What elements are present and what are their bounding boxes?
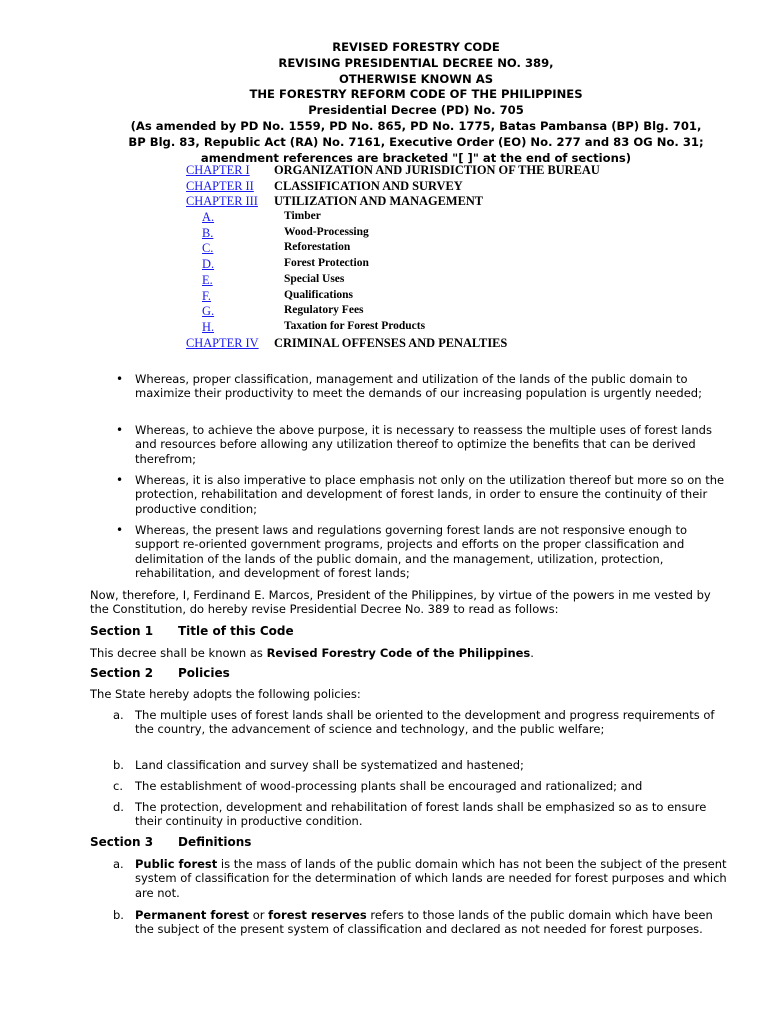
subsection-b-link[interactable]: B. <box>202 225 214 240</box>
header-line: REVISING PRESIDENTIAL DECREE NO. 389, <box>278 55 554 70</box>
chapter-iv-link[interactable]: CHAPTER IV <box>186 335 259 350</box>
item-text: The protection, development and rehabilitation of forest lands shall be emphasized so as to ensure their continuity in productive condition. <box>135 800 707 829</box>
definition-text: is the mass of lands of the public domain which has not been the subject of the present system of classification for the determination of which lands are needed for forest purposes and which are not. <box>135 857 727 900</box>
whereas-text: Whereas, it is also imperative to place emphasis not only on the utilization thereof but more so on the protection, rehabilitation and development of forest lands, in order to ensure the continuity of their productive condition; <box>135 473 725 516</box>
item-label: a. <box>113 708 124 722</box>
header-line: amendment references are bracketed "[ ]" at the end of sections) <box>200 150 632 165</box>
chapter-iii-link[interactable]: CHAPTER III <box>186 194 258 209</box>
section-3-heading <box>90 835 252 849</box>
bullet-icon: • <box>116 372 124 386</box>
subsection-a-link[interactable]: A. <box>202 210 215 225</box>
section-number: Section 2 <box>90 666 154 680</box>
whereas-text: Whereas, proper classification, management and utilization of the lands of the public domain to maximize their productivity to meet the demands of our increasing population is urgently needed; <box>135 372 702 401</box>
toc-subtitle: Reforestation <box>284 241 351 254</box>
toc-title: ORGANIZATION AND JURISDICTION OF THE BUREAU <box>274 163 600 177</box>
subsection-e-link[interactable]: E. <box>202 272 213 287</box>
code-name: Revised Forestry Code of the Philippines <box>266 646 531 660</box>
header-line: OTHERWISE KNOWN AS <box>338 71 494 86</box>
item-text: The multiple uses of forest lands shall be oriented to the development and progress requirements of the country, the advancement of science and technology, and the public welfare; <box>135 708 715 737</box>
subsection-c-link[interactable]: C. <box>202 241 214 256</box>
defined-term: forest reserves <box>268 908 367 922</box>
item-label: c. <box>113 779 123 793</box>
item-text <box>135 857 731 900</box>
toc-title: CLASSIFICATION AND SURVEY <box>274 178 463 193</box>
section-1-text-pre: This decree shall be known as <box>90 646 267 660</box>
item-text: Land classification and survey shall be systematized and hastened; <box>135 758 524 772</box>
whereas-text: Whereas, the present laws and regulations governing forest lands are not responsive enough to support re-oriented government programs, projects and efforts on the proper classification and delimitation of the lands of the public domain, and the management, utilization, protection, rehabilitation, and development of forest lands; <box>135 523 688 581</box>
definition-connector: or <box>249 908 269 922</box>
subsection-g-link[interactable]: G. <box>202 304 215 319</box>
item-label: a. <box>113 857 124 871</box>
section-1-text-post: . <box>530 646 534 660</box>
subsection-f-link[interactable]: F. <box>202 288 211 303</box>
toc-subtitle: Forest Protection <box>284 257 369 270</box>
header-line: BP Blg. 83, Republic Act (RA) No. 7161, Executive Order (EO) No. 277 and 83 OG No. 31; <box>128 134 704 149</box>
whereas-text: Whereas, to achieve the above purpose, it is necessary to reassess the multiple uses of forest lands and resources before allowing any utilization thereof to optimize the benefits that can be derived therefrom; <box>135 423 712 466</box>
header-line: Presidential Decree (PD) No. 705 <box>308 103 524 118</box>
item-label: b. <box>113 758 124 772</box>
section-1-text <box>90 646 730 660</box>
section-title: Title of this Code <box>178 624 294 638</box>
section-1-heading <box>90 624 294 638</box>
toc-subtitle: Regulatory Fees <box>284 304 364 317</box>
toc-subtitle: Timber <box>284 210 321 223</box>
item-text <box>135 908 731 937</box>
toc-subtitle: Taxation for Forest Products <box>284 319 426 332</box>
toc-title: UTILIZATION AND MANAGEMENT <box>274 194 484 209</box>
bullet-icon: • <box>116 523 124 537</box>
header-line: THE FORESTRY REFORM CODE OF THE PHILIPPINES <box>249 87 583 102</box>
header-line: (As amended by PD No. 1559, PD No. 865, PD No. 1775, Batas Pambansa (BP) Blg. 701, <box>130 118 702 133</box>
item-text: The establishment of wood-processing plants shall be encouraged and rationalized; and <box>135 779 643 793</box>
section-2-intro: The State hereby adopts the following policies: <box>90 687 361 701</box>
section-number: Section 1 <box>90 624 154 638</box>
chapter-ii-link[interactable]: CHAPTER II <box>186 178 254 193</box>
definition-text: refers to those lands of the public domain which have been the subject of the present system of classification and declared as not needed for forest purposes. <box>135 908 713 937</box>
defined-term: Permanent forest <box>135 908 250 922</box>
toc-subtitle: Special Uses <box>284 272 345 285</box>
toc-subtitle: Wood-Processing <box>284 225 369 238</box>
subsection-h-link[interactable]: H. <box>202 319 215 334</box>
section-number: Section 3 <box>90 835 154 849</box>
toc-title: CRIMINAL OFFENSES AND PENALTIES <box>274 335 508 350</box>
now-therefore-paragraph: Now, therefore, I, Ferdinand E. Marcos, President of the Philippines, by virtue of the powers in me vested by the Constitution, do hereby revise Presidential Decree No. 389 to read as follows: <box>90 588 711 617</box>
item-label: b. <box>113 908 124 922</box>
chapter-i-link[interactable]: CHAPTER I <box>186 163 250 177</box>
header-line: REVISED FORESTRY CODE <box>332 40 500 54</box>
bullet-icon: • <box>116 423 124 437</box>
section-2-heading <box>90 666 230 680</box>
defined-term: Public forest <box>135 857 218 871</box>
item-label: d. <box>113 800 124 814</box>
document-header <box>80 40 752 166</box>
section-title: Definitions <box>178 835 252 849</box>
toc-subtitle: Qualifications <box>284 288 354 301</box>
bullet-icon: • <box>116 473 124 487</box>
subsection-d-link[interactable]: D. <box>202 257 215 272</box>
section-title: Policies <box>178 666 230 680</box>
